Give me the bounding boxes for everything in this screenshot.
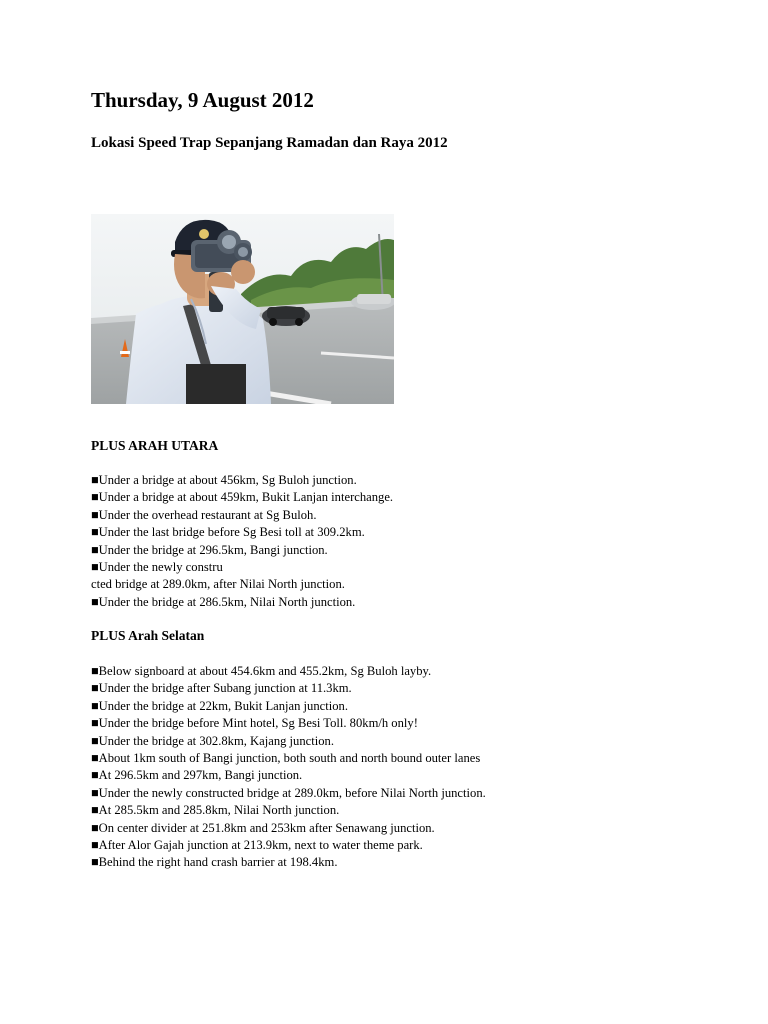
list-item: ■After Alor Gajah junction at 213.9km, next to water theme park. <box>91 838 423 853</box>
list-item: ■Below signboard at about 454.6km and 455.2km, Sg Buloh layby. <box>91 664 432 678</box>
list-item: ■Under the bridge at 296.5km, Bangi junction. <box>91 542 328 557</box>
list-item: ■Under the newly constructed bridge at 289.0km, before Nilai North junction. <box>91 785 486 800</box>
list-item: ■Under a bridge at about 459km, Bukit Lanjan interchange. <box>91 490 394 505</box>
location-list-selatan <box>91 663 486 872</box>
list-item: ■Under the bridge after Subang junction at 11.3km. <box>91 681 352 696</box>
list-item: ■About 1km south of Bangi junction, both south and north bound outer lanes <box>91 751 481 766</box>
list-item: ■Under the overhead restaurant at Sg Buloh. <box>91 507 317 522</box>
list-item: ■Under a bridge at about 456km, Sg Buloh junction. <box>91 473 357 487</box>
post-date: Thursday, 9 August 2012 <box>91 88 314 112</box>
list-item: ■Under the bridge at 22km, Bukit Lanjan junction. <box>91 698 348 713</box>
list-item: ■Under the newly constru <box>91 560 223 575</box>
section-heading-utara: PLUS ARAH UTARA <box>91 438 219 453</box>
post-title: Lokasi Speed Trap Sepanjang Ramadan dan Raya 2012 <box>91 135 448 151</box>
list-item: ■Behind the right hand crash barrier at 198.4km. <box>91 855 338 870</box>
list-item: ■At 296.5km and 297km, Bangi junction. <box>91 768 303 783</box>
list-item: ■On center divider at 251.8km and 253km after Senawang junction. <box>91 820 435 835</box>
speed-trap-photo <box>91 214 394 404</box>
list-item: ■Under the bridge at 286.5km, Nilai North junction. <box>91 594 356 609</box>
list-item: cted bridge at 289.0km, after Nilai North junction. <box>91 577 345 592</box>
list-item: ■Under the bridge before Mint hotel, Sg Besi Toll. 80km/h only! <box>91 716 418 731</box>
list-item: ■Under the last bridge before Sg Besi toll at 309.2km. <box>91 525 365 540</box>
section-heading-selatan: PLUS Arah Selatan <box>91 628 205 643</box>
list-item: ■Under the bridge at 302.8km, Kajang junction. <box>91 733 334 748</box>
list-item: ■At 285.5km and 285.8km, Nilai North junction. <box>91 803 340 818</box>
location-list-utara <box>91 472 393 611</box>
